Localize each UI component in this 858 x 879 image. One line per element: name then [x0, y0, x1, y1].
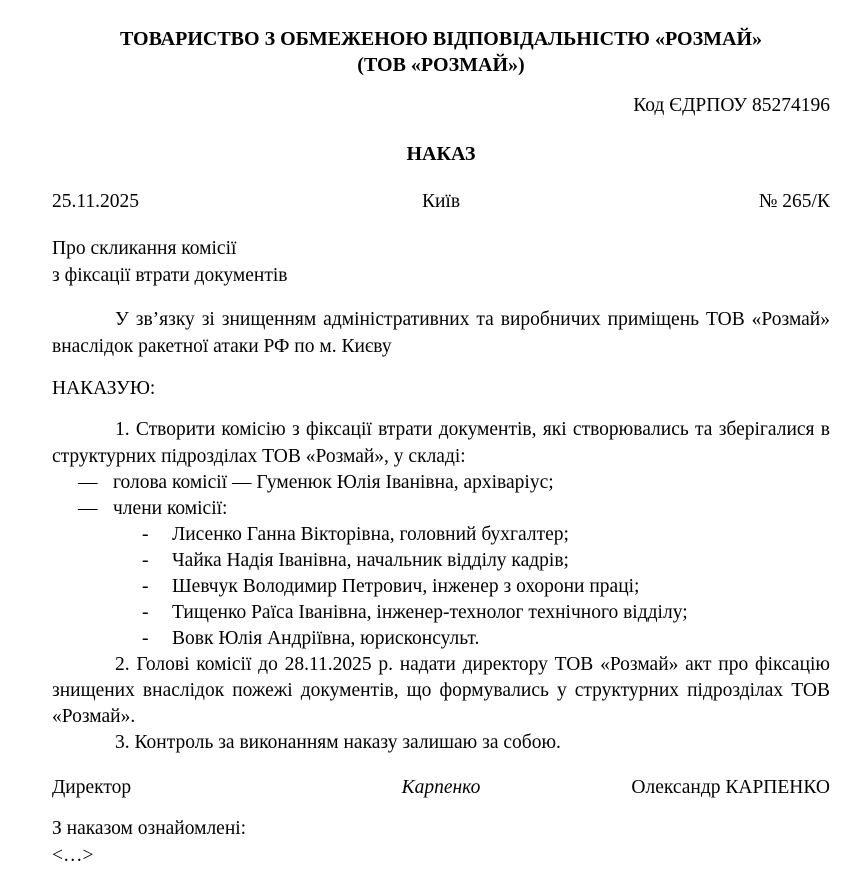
- doc-subject: [52, 235, 830, 289]
- doc-meta-row: [52, 188, 830, 215]
- member-text: Вовк Юлія Андріївна, юрисконсульт.: [172, 628, 480, 649]
- member-text: Тищенко Раїса Іванівна, інженер-технолог технічного відділу;: [172, 602, 688, 623]
- order-keyword: НАКАЗУЮ:: [52, 378, 156, 399]
- signature-fullname: Олександр КАРПЕНКО: [631, 777, 830, 798]
- committee-members-label-row: [52, 496, 830, 522]
- hyphen-marker: -: [142, 524, 149, 545]
- subject-line-2: з фіксації втрати документів: [52, 265, 288, 286]
- hyphen-marker: -: [142, 628, 149, 649]
- order-item-3: 3. Контроль за виконанням наказу залишаю за собою.: [115, 732, 561, 753]
- hyphen-marker: -: [142, 576, 149, 597]
- member-text: Чайка Надія Іванівна, начальник відділу кадрів;: [172, 550, 569, 571]
- committee-members-label: члени комісії:: [113, 498, 228, 519]
- member-row: [52, 626, 830, 652]
- doc-number: № 265/К: [758, 191, 830, 212]
- subject-line-1: Про скликання комісії: [52, 238, 237, 259]
- committee-head-row: [52, 470, 830, 496]
- signature-row: [52, 774, 830, 801]
- acknowledgement-label: З наказом ознайомлені:: [52, 818, 247, 839]
- doc-city: Київ: [421, 191, 461, 212]
- preamble-paragraph: У зв’язку зі знищенням адміністративних та виробничих приміщень ТОВ «Розмай» внаслідок ракетної атаки РФ по м. Києву: [52, 309, 830, 357]
- member-row: [52, 574, 830, 600]
- em-dash-marker: —: [78, 472, 98, 493]
- acknowledgement-placeholder: <…>: [52, 845, 94, 866]
- company-name-full: ТОВАРИСТВО З ОБМЕЖЕНОЮ ВІДПОВІДАЛЬНІСТЮ «РОЗМАЙ»: [119, 28, 763, 50]
- order-item-2: 2. Голові комісії до 28.11.2025 р. надати директору ТОВ «Розмай» акт про фіксацію знищених внаслідок пожежі документів, що формувались у структурних підрозділах ТОВ «Розмай».: [52, 654, 830, 727]
- member-text: Шевчук Володимир Петрович, інженер з охорони праці;: [172, 576, 640, 597]
- signature-position: Директор: [52, 777, 132, 798]
- member-row: [52, 600, 830, 626]
- signature-autograph: Карпенко: [401, 777, 481, 798]
- member-row: [52, 548, 830, 574]
- hyphen-marker: -: [142, 550, 149, 571]
- company-letterhead: [52, 26, 830, 78]
- order-item-1: 1. Створити комісію з фіксації втрати документів, які створювались та зберігалися в структурних підрозділах ТОВ «Розмай», у складі:: [52, 419, 830, 467]
- doc-type-title: НАКАЗ: [406, 143, 476, 165]
- hyphen-marker: -: [142, 602, 149, 623]
- member-text: Лисенко Ганна Вікторівна, головний бухгалтер;: [172, 524, 569, 545]
- em-dash-marker: —: [78, 498, 98, 519]
- member-row: [52, 522, 830, 548]
- doc-date: 25.11.2025: [52, 191, 140, 212]
- committee-head-text: голова комісії — Гуменюк Юлія Іванівна, архіваріус;: [113, 472, 554, 493]
- acknowledgement-block: [52, 815, 830, 869]
- edrpou-code: Код ЄДРПОУ 85274196: [633, 95, 830, 116]
- company-name-short: (ТОВ «РОЗМАЙ»): [357, 54, 525, 76]
